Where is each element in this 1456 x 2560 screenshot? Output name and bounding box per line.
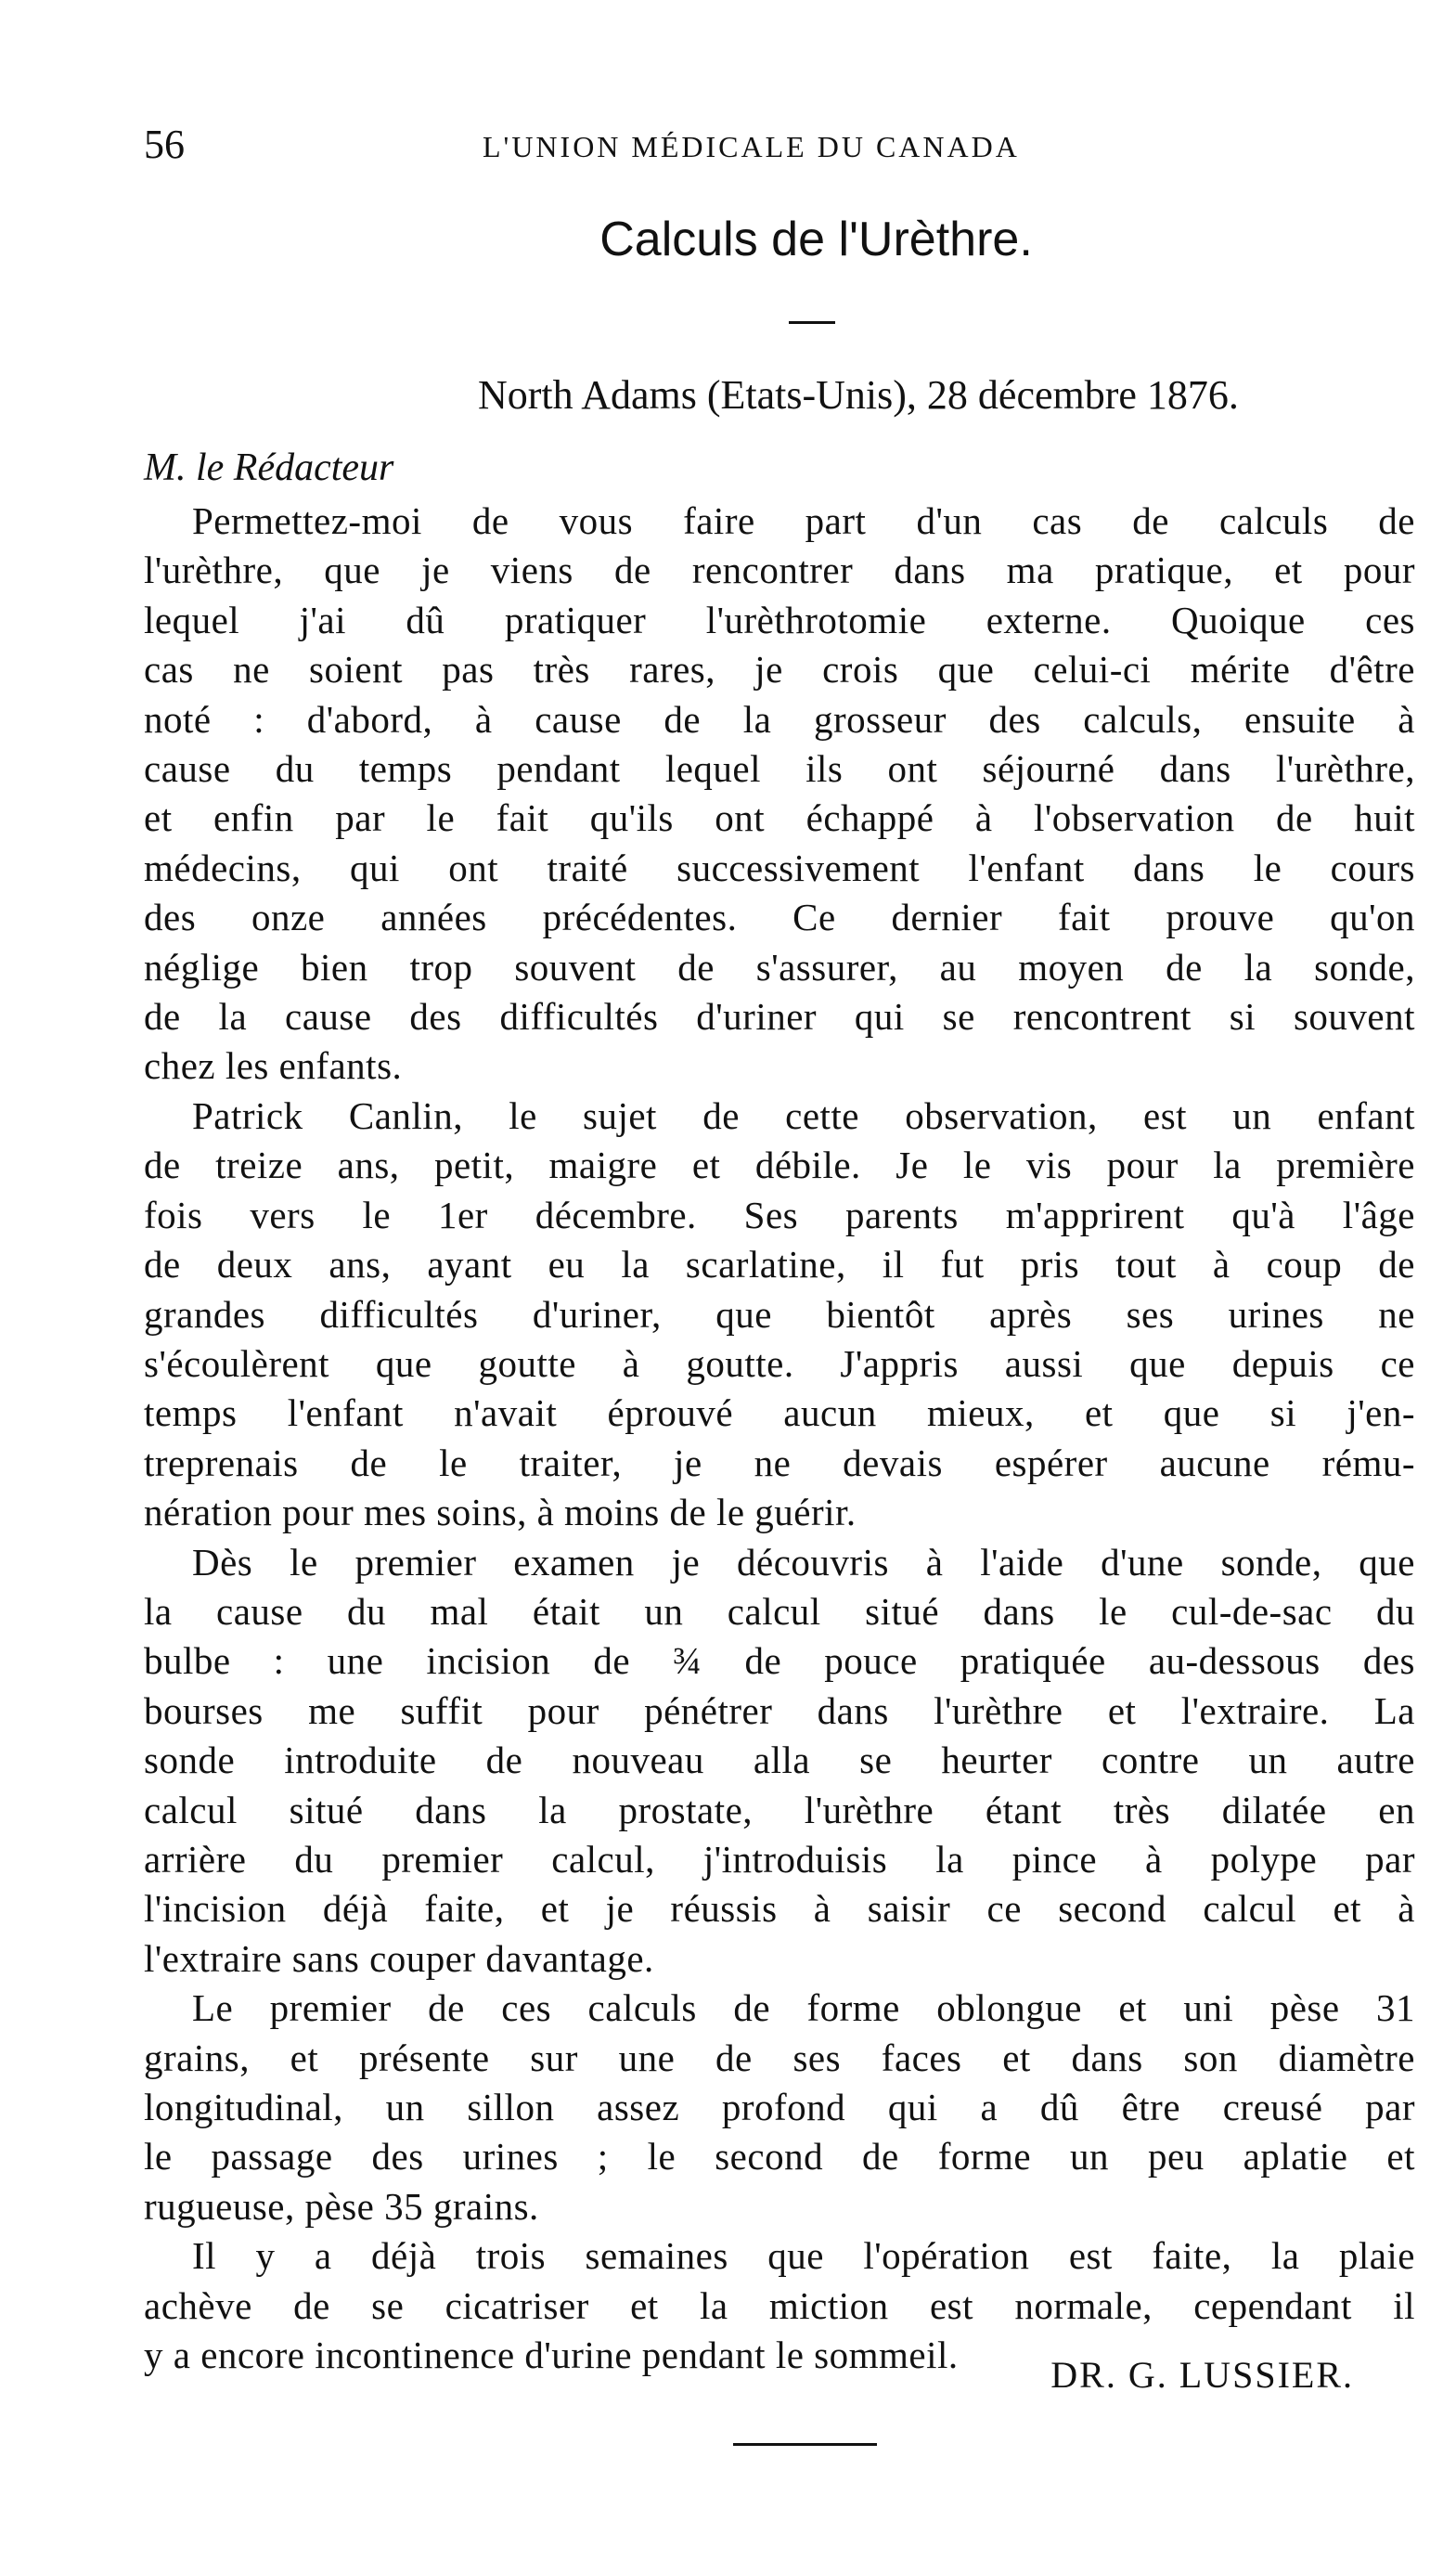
text-line: s'écoulèrent que goutte à goutte. J'appris aussi que depuis ce [144,1341,1415,1385]
page-number: 56 [144,122,185,167]
text-line: rugueuse, pèse 35 grains. [144,2184,539,2228]
text-line: achève de se cicatriser et la miction est normale, cependant il [144,2283,1415,2327]
text-line: fois vers le 1er décembre. Ses parents m'apprirent qu'à l'âge [144,1193,1415,1236]
end-rule [733,2443,877,2446]
text-line: calcul situé dans la prostate, l'urèthre étant très dilatée en [144,1788,1415,1831]
text-line: bourses me suffit pour pénétrer dans l'urèthre et l'extraire. La [144,1688,1415,1732]
text-line: cause du temps pendant lequel ils ont séjourné dans l'urèthre, [144,747,1415,791]
signature: DR. G. LUSSIER. [1050,2354,1354,2396]
text-line: grains, et présente sur une de ses faces et dans son diamètre [144,2036,1415,2079]
text-line: chez les enfants. [144,1044,403,1088]
text-line: de deux ans, ayant eu la scarlatine, il fut pris tout à coup de [144,1243,1415,1286]
text-line: noté : d'abord, à cause de la grosseur des calculs, ensuite à [144,697,1415,741]
text-line: nération pour mes soins, à moins de le guérir. [144,1491,857,1534]
text-line: des onze années précédentes. Ce dernier fait prouve qu'on [144,896,1415,939]
salutation: M. le Rédacteur [144,446,394,489]
text-line: Patrick Canlin, le sujet de cette observation, est un enfant [192,1093,1415,1137]
text-line: temps l'enfant n'avait éprouvé aucun mieux, et que si j'en- [144,1391,1415,1435]
article-title: Calculs de l'Urèthre. [599,213,1033,266]
text-line: y a encore incontinence d'urine pendant le sommeil. [144,2334,959,2377]
text-line: Le premier de ces calculs de forme oblongue et uni pèse 31 [192,1986,1415,2030]
text-line: grandes difficultés d'uriner, que bientôt après ses urines ne [144,1292,1415,1336]
text-line: médecins, qui ont traité successivement l'enfant dans le cours [144,846,1415,889]
text-line: lequel j'ai dû pratiquer l'urèthrotomie externe. Quoique ces [144,598,1415,641]
text-line: bulbe : une incision de ¾ de pouce pratiquée au-dessous des [144,1639,1415,1683]
text-line: l'incision déjà faite, et je réussis à saisir ce second calcul et à [144,1887,1415,1931]
running-head: L'UNION MÉDICALE DU CANADA [483,130,1020,163]
title-rule [789,321,835,324]
dateline: North Adams (Etats-Unis), 28 décembre 1876. [478,372,1239,418]
text-line: sonde introduite de nouveau alla se heurter contre un autre [144,1739,1415,1782]
text-line: et enfin par le fait qu'ils ont échappé à l'observation de huit [144,796,1415,840]
text-line: longitudinal, un sillon assez profond qui a dû être creusé par [144,2086,1415,2128]
text-line: treprenais de le traiter, je ne devais espérer aucune rému- [144,1441,1415,1484]
text-line: Il y a déjà trois semaines que l'opération est faite, la plaie [192,2234,1415,2278]
text-line: le passage des urines ; le second de forme un peu aplatie et [144,2135,1415,2179]
text-line: Permettez-moi de vous faire part d'un cas de calculs de [192,499,1415,542]
text-line: néglige bien trop souvent de s'assurer, au moyen de la sonde, [144,945,1415,989]
article-body [144,497,1415,2380]
text-line: Dès le premier examen je découvris à l'aide d'une sonde, que [192,1540,1415,1584]
text-line: cas ne soient pas très rares, je crois que celui-ci mérite d'être [144,648,1415,692]
text-line: l'urèthre, que je viens de rencontrer dans ma pratique, et pour [144,549,1415,592]
text-line: l'extraire sans couper davantage. [144,1936,654,1980]
text-line: la cause du mal était un calcul situé dans le cul-de-sac du [144,1589,1415,1633]
text-line: de treize ans, petit, maigre et débile. Je le vis pour la première [144,1144,1415,1187]
text-line: de la cause des difficultés d'uriner qui se rencontrent si souvent [144,995,1415,1039]
text-line: arrière du premier calcul, j'introduisis la pince à polype par [144,1837,1415,1881]
